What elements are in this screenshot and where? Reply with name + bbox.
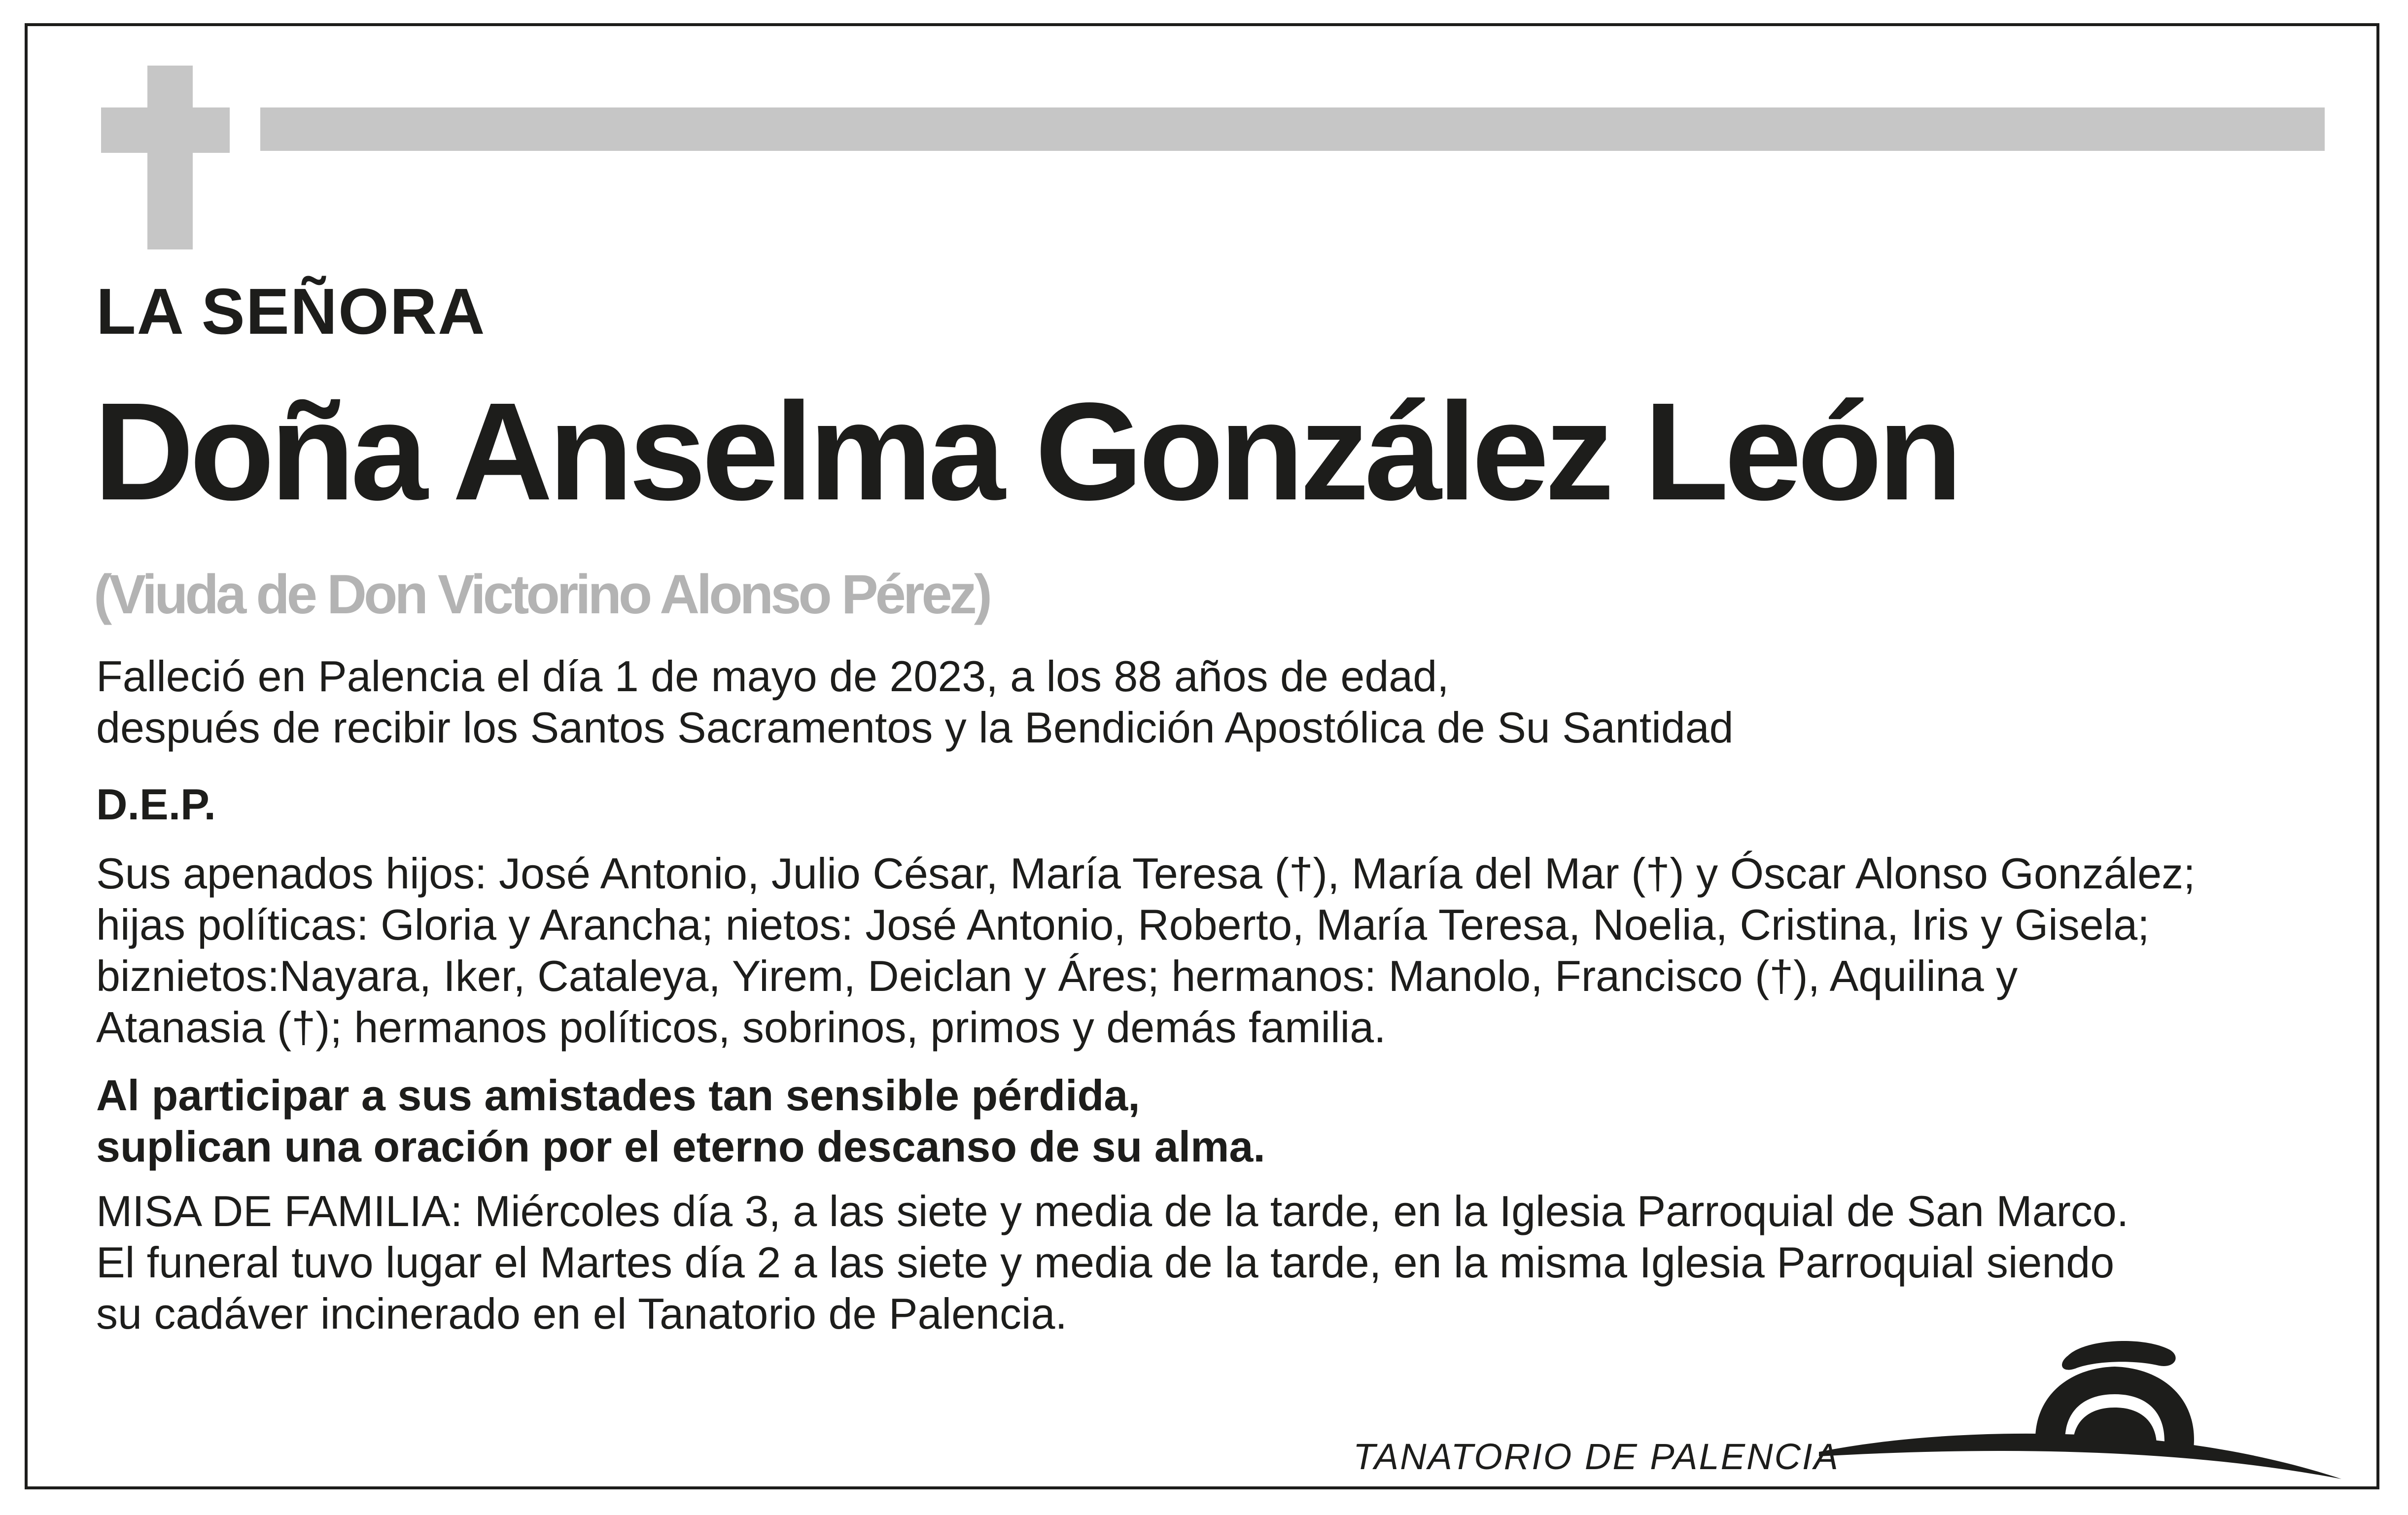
mass-info xyxy=(96,1186,2129,1339)
logo-text: TANATORIO DE PALENCIA xyxy=(1353,1436,1840,1477)
mass-line: su cadáver incinerado en el Tanatorio de Palencia. xyxy=(96,1289,1067,1338)
cross-vertical xyxy=(147,66,193,249)
death-line: después de recibir los Santos Sacramentos y la Bendición Apostólica de Su Santidad xyxy=(96,703,1734,752)
prayer-line: Al participar a sus amistades tan sensible pérdida, xyxy=(96,1071,1140,1120)
family-line: Sus apenados hijos: José Antonio, Julio César, María Teresa (†), María del Mar (†) y Óscar Alonso González; xyxy=(96,849,2196,898)
prayer-request xyxy=(96,1070,1265,1172)
death-line: Falleció en Palencia el día 1 de mayo de 2023, a los 88 años de edad, xyxy=(96,652,1449,701)
mass-line: El funeral tuvo lugar el Martes día 2 a las siete y media de la tarde, en la misma Iglesia Parroquial siendo xyxy=(96,1238,2115,1287)
family-list xyxy=(96,848,2196,1053)
dep: D.E.P. xyxy=(96,780,216,829)
family-line: biznietos:Nayara, Iker, Cataleya, Yirem, Deiclan y Áres; hermanos: Manolo, Francisco (†), Aquilina y xyxy=(96,951,2018,1000)
pre-title: LA SEÑORA xyxy=(96,275,486,348)
prayer-line: suplican una oración por el eterno descanso de su alma. xyxy=(96,1122,1265,1171)
widow-of: (Viuda de Don Victorino Alonso Pérez) xyxy=(94,564,990,625)
family-line: hijas políticas: Gloria y Arancha; nietos: José Antonio, Roberto, María Teresa, Noelia, Cristina, Iris y Gisela; xyxy=(96,900,2150,949)
family-line: Atanasia (†); hermanos políticos, sobrinos, primos y demás familia. xyxy=(96,1003,1386,1052)
cross-horizontal xyxy=(101,107,230,153)
deceased-name: Doña Anselma González León xyxy=(94,374,1958,529)
tanatorio-logo-icon xyxy=(1819,1326,2351,1494)
death-info xyxy=(96,651,1734,753)
mass-line: MISA DE FAMILIA: Miércoles día 3, a las siete y media de la tarde, en la Iglesia Parroquial de San Marco. xyxy=(96,1187,2129,1235)
header-bar xyxy=(260,107,2325,151)
